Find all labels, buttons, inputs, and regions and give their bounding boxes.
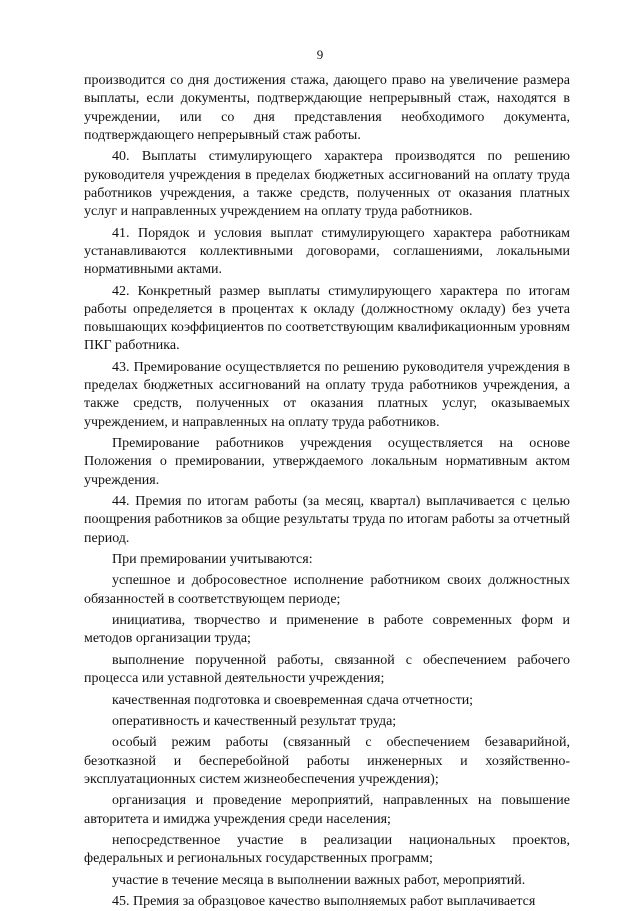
paragraph-44: 44. Премия по итогам работы (за месяц, квартал) выплачивается с целью поощрения работников за общие результаты труда по итогам работы за отчетный период. <box>84 494 570 546</box>
paragraph-41: 41. Порядок и условия выплат стимулирующего характера работникам устанавливаются коллективными договорами, соглашениями, локальными нормативными актами. <box>84 225 570 278</box>
criteria-item: участие в течение месяца в выполнении важных работ, мероприятий. <box>112 872 526 888</box>
paragraph-43: 43. Премирование осуществляется по решению руководителя учреждения в пределах бюджетных ассигнований на оплату труда работников учреждения, а также средств, полученных от оказания платных услуг, оказываемых учреждением, и направленных на оплату труда работников. <box>84 359 570 430</box>
paragraph-criteria-intro: При премировании учитываются: <box>112 552 313 568</box>
paragraph-45-start: 45. Премия за образцовое качество выполняемых работ выплачивается <box>112 894 536 910</box>
criteria-item: оперативность и качественный результат труда; <box>112 713 397 729</box>
paragraph-stazh-continuation: производится со дня достижения стажа, дающего право на увеличение размера выплаты, если документы, подтверждающие непрерывный стаж, находятся в учреждении, или со дня представления необходимого документа, подтверждающего непрерывный стаж работы. <box>84 73 570 143</box>
document-body <box>84 72 570 911</box>
criteria-item: непосредственное участие в реализации национальных проектов, федеральных и региональных государственных программ; <box>84 832 570 867</box>
criteria-item: выполнение порученной работы, связанной с обеспечением рабочего процесса или уставной деятельности учреждения; <box>84 652 570 687</box>
criteria-item: качественная подготовка и своевременная сдача отчетности; <box>112 692 474 708</box>
criteria-item: успешное и добросовестное исполнение работником своих должностных обязанностей в соответствующем периоде; <box>84 573 570 607</box>
paragraph-42: 42. Конкретный размер выплаты стимулирующего характера по итогам работы определяется в процентах к окладу (должностному окладу) без учета повышающих коэффициентов по соответствующим квалификационным уровням ПКГ работника. <box>84 283 570 354</box>
paragraph-43-polozhenie: Премирование работников учреждения осуществляется на основе Положения о премировании, утверждаемого локальным нормативным актом учреждения. <box>84 436 570 488</box>
criteria-item: инициатива, творчество и применение в работе современных форм и методов организации труда; <box>84 613 570 647</box>
criteria-item: организация и проведение мероприятий, направленных на повышение авторитета и имиджа учреждения среди населения; <box>84 793 570 827</box>
criteria-item: особый режим работы (связанный с обеспечением безаварийной, безотказной и бесперебойной работы инженерных и хозяйственно-эксплуатационных систем жизнеобеспечения учреждения); <box>84 735 570 787</box>
page-number: 9 <box>316 47 324 62</box>
paragraph-40: 40. Выплаты стимулирующего характера производятся по решению руководителя учреждения в пределах бюджетных ассигнований на оплату труда работников учреждения, а также средств, полученных от оказания платных услуг и направленных учреждением на оплату труда работников. <box>84 149 570 220</box>
